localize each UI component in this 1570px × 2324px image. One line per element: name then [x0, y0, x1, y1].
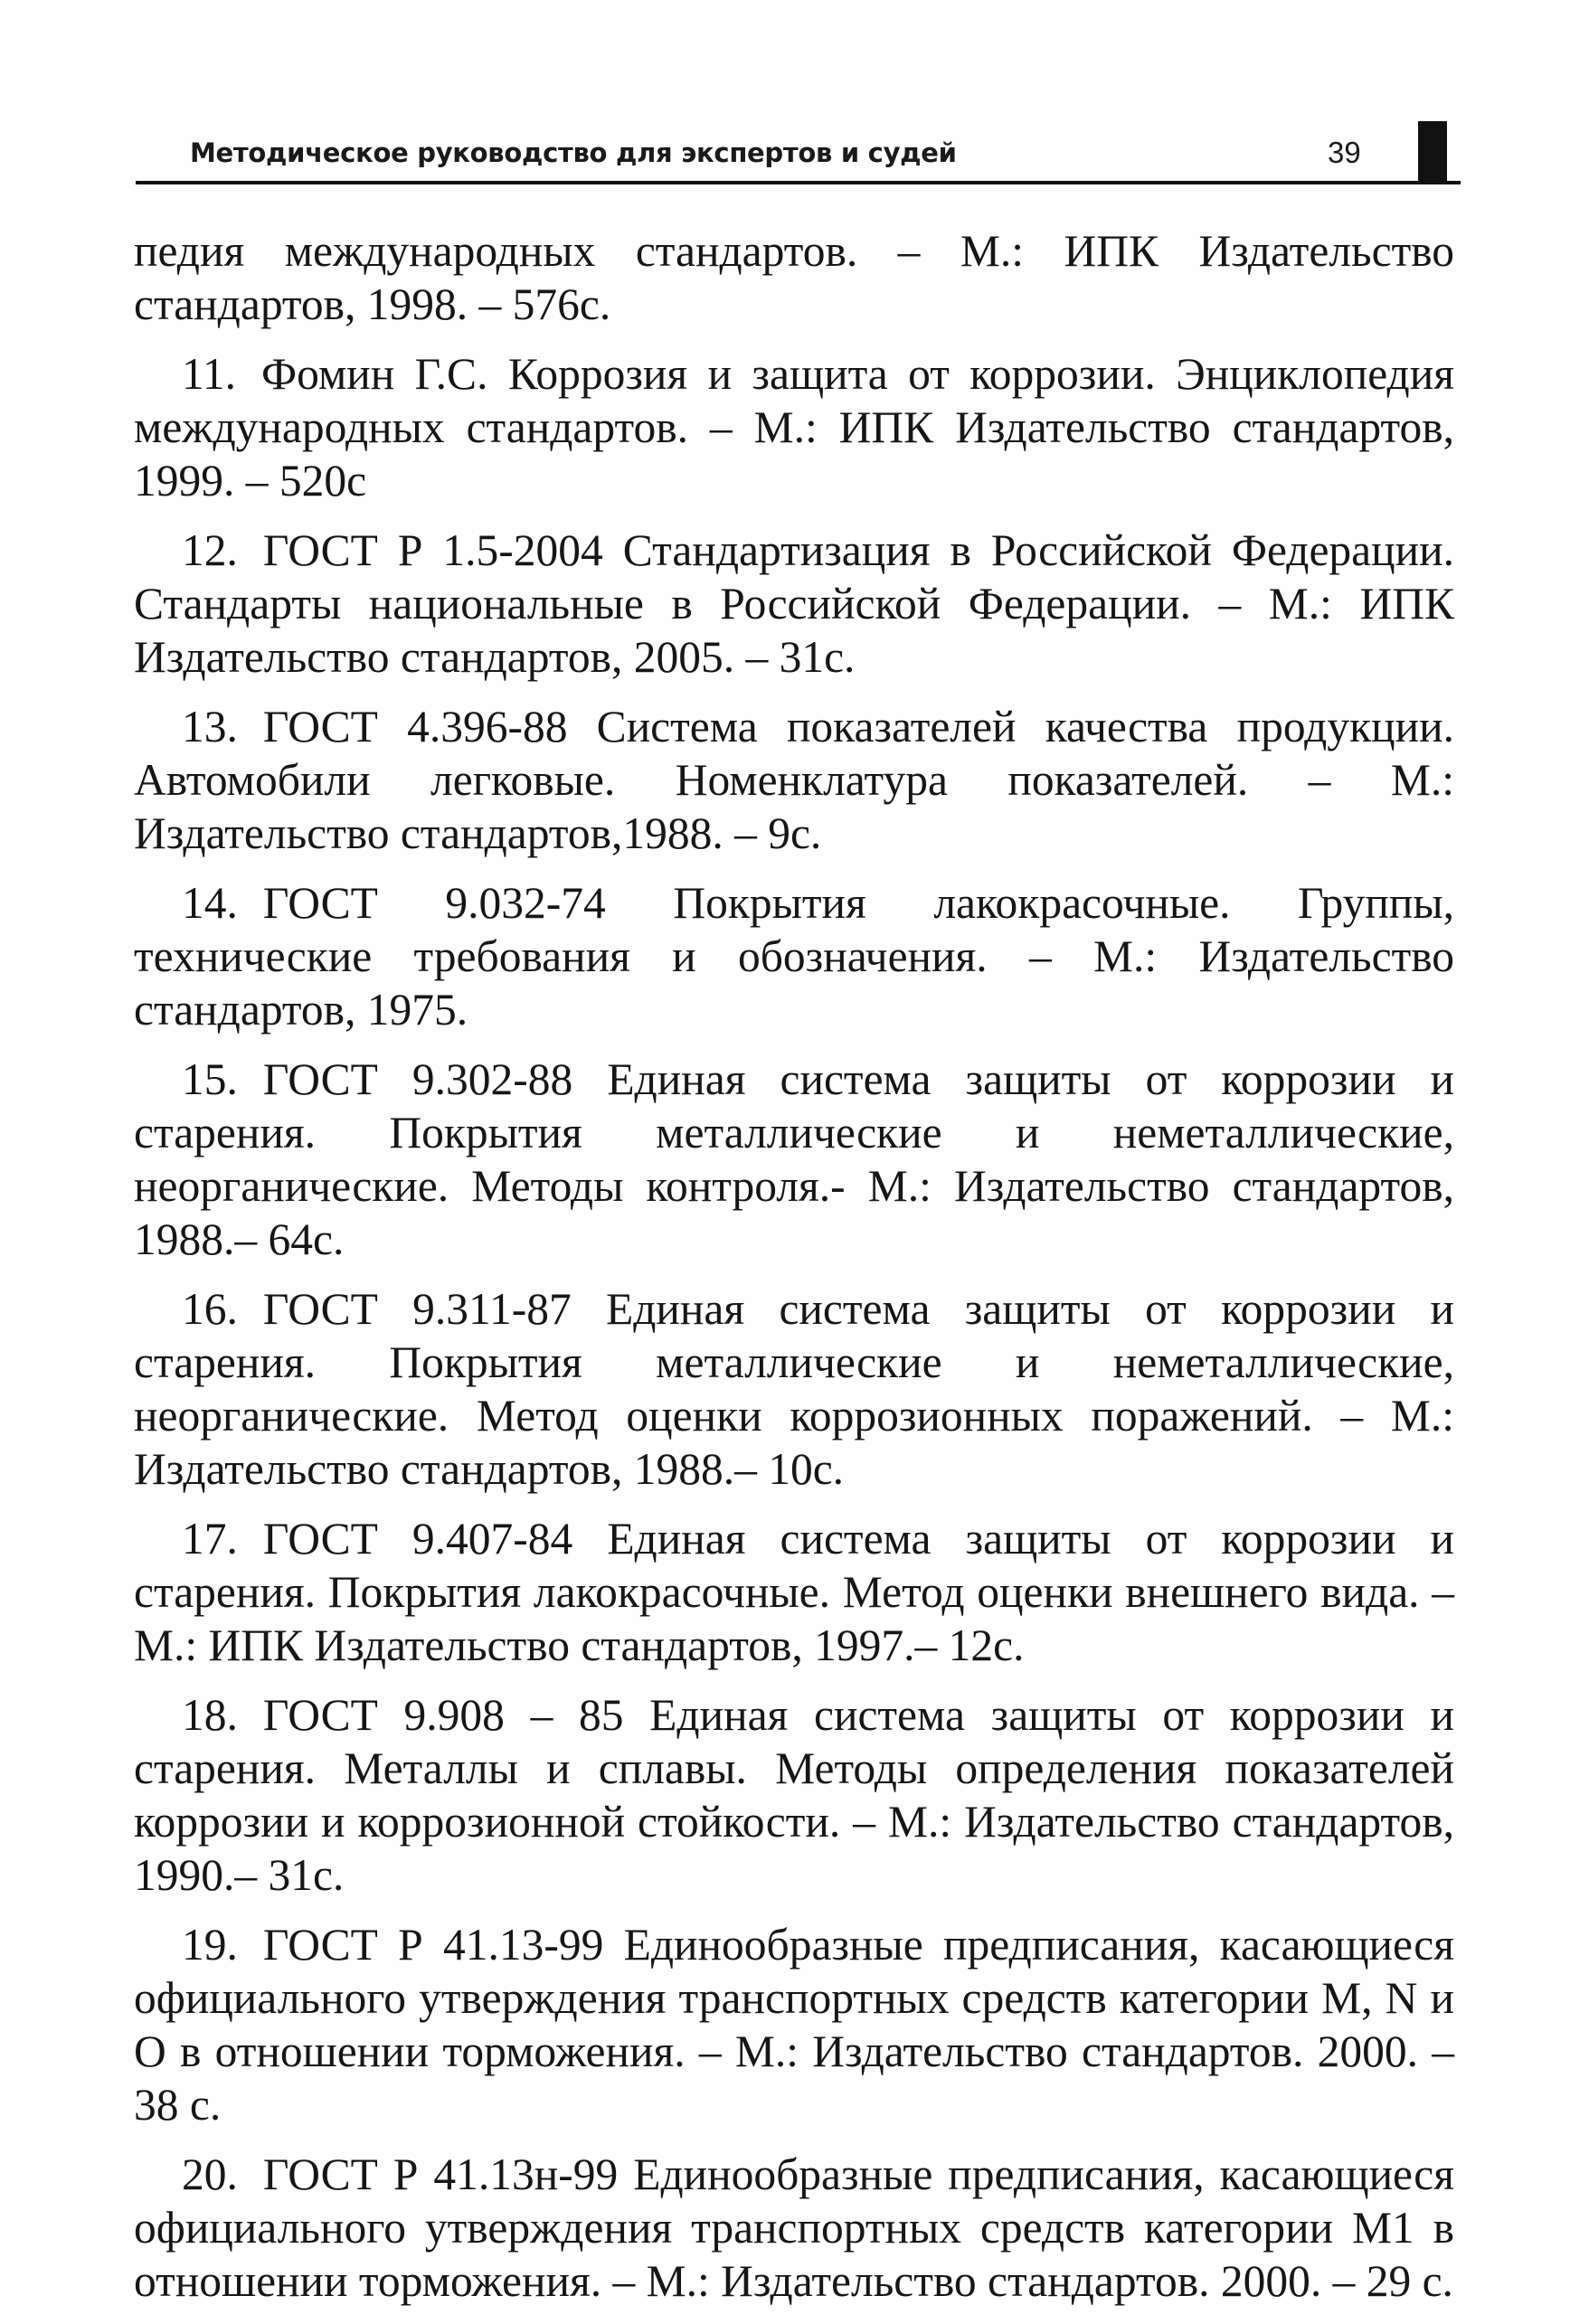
reference-text: ГОСТ Р 41.13-99 Единообразные предписания, касающиеся официального утверждения транспортных средств категории M, N и O в отношении торможения. – М.: Издательство стандартов. 2000. – 38 с.	[134, 1920, 1454, 2130]
header-title: Методическое руководство для экспертов и судей	[190, 137, 957, 168]
reference-text: ГОСТ 9.032-74 Покрытия лакокрасочные. Группы, технические требования и обозначения. – М.: Издательство стандартов, 1975.	[134, 878, 1454, 1034]
reference-text: ГОСТ 9.311-87 Единая система защиты от коррозии и старения. Покрытия металлические и неметаллические, неорганические. Метод оценки коррозионных поражений. – М.: Издательство стандартов, 1988.– 10с.	[134, 1284, 1454, 1494]
reference-item	[134, 1688, 1454, 1902]
reference-continuation: педия международных стандартов. – М.: ИПК Издательство стандартов, 1998. – 576с.	[134, 226, 1454, 329]
reference-text: ГОСТ 9.908 – 85 Единая система защиты от коррозии и старения. Металлы и сплавы. Методы определения показателей коррозии и коррозионной стойкости. – М.: Издательство стандартов, 1990.– 31с.	[134, 1690, 1454, 1900]
page-number: 39	[1328, 136, 1361, 169]
reference-item	[134, 876, 1454, 1036]
reference-text: ГОСТ 9.407-84 Единая система защиты от коррозии и старения. Покрытия лакокрасочные. Метод оценки внешнего вида. – М.: ИПК Издательство стандартов, 1997.– 12с.	[134, 1514, 1454, 1670]
reference-number: 20.	[182, 2149, 238, 2199]
reference-item	[134, 1918, 1454, 2131]
reference-number: 15.	[182, 1054, 238, 1104]
reference-item	[134, 1282, 1454, 1496]
reference-item	[134, 1512, 1454, 1672]
reference-text: ГОСТ 4.396-88 Система показателей качества продукции. Автомобили легковые. Номенклатура показателей. – М.: Издательство стандартов,1988. – 9с.	[134, 702, 1454, 858]
reference-number: 11.	[182, 349, 237, 399]
reference-list	[134, 224, 1454, 2324]
thumb-index-marker	[1418, 121, 1447, 183]
reference-item	[134, 524, 1454, 684]
reference-item	[134, 700, 1454, 860]
reference-number: 13.	[182, 702, 238, 751]
reference-text: ГОСТ 9.302-88 Единая система защиты от коррозии и старения. Покрытия металлические и неметаллические, неорганические. Методы контроля.- М.: Издательство стандартов, 1988.– 64с.	[134, 1054, 1454, 1264]
reference-number: 19.	[182, 1920, 238, 1970]
reference-number: 12.	[182, 525, 238, 575]
reference-item	[134, 1053, 1454, 1266]
reference-text: Фомин Г.С. Коррозия и защита от коррозии. Энциклопедия международных стандартов. – М.: ИПК Издательство стандартов, 1999. – 520с	[134, 349, 1454, 505]
reference-number: 14.	[182, 878, 238, 928]
running-header	[136, 127, 1461, 184]
reference-number: 18.	[182, 1690, 238, 1740]
reference-text: ГОСТ Р 41.13н-99 Единообразные предписания, касающиеся официального утверждения транспортных средств категории M1 в отношении торможения. – М.: Издательство стандартов. 2000. – 29 с.	[134, 2149, 1454, 2306]
reference-item	[134, 347, 1454, 507]
reference-item	[134, 2148, 1454, 2308]
reference-number: 17.	[182, 1514, 238, 1564]
reference-text: ГОСТ Р 1.5-2004 Стандартизация в Российской Федерации. Стандарты национальные в Российской Федерации. – М.: ИПК Издательство стандартов, 2005. – 31с.	[134, 525, 1454, 682]
reference-number: 16.	[182, 1284, 238, 1334]
